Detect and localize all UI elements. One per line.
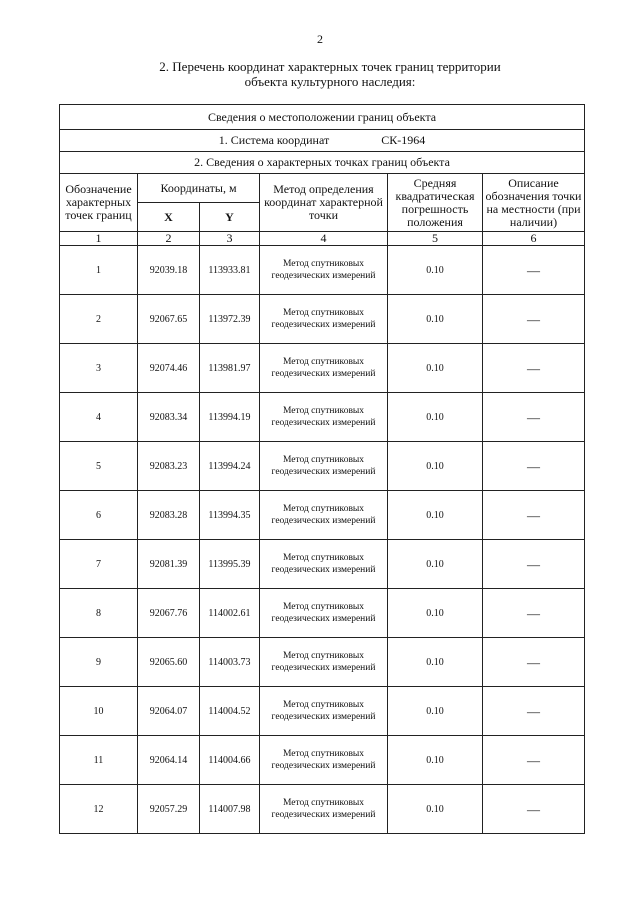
point-cell: 8	[60, 589, 138, 638]
x-cell: 92057.29	[138, 785, 200, 834]
table-row	[60, 442, 585, 491]
column-number: 3	[200, 232, 260, 246]
y-cell: 114002.61	[200, 589, 260, 638]
x-cell: 92083.28	[138, 491, 200, 540]
description-cell: —	[483, 540, 585, 589]
method-cell: Метод спутниковых геодезических измерений	[260, 785, 388, 834]
y-cell: 113933.81	[200, 246, 260, 295]
point-cell: 10	[60, 687, 138, 736]
description-cell: —	[483, 295, 585, 344]
header-x: X	[138, 203, 200, 232]
x-cell: 92067.76	[138, 589, 200, 638]
y-cell: 113994.19	[200, 393, 260, 442]
description-cell: —	[483, 491, 585, 540]
column-number: 1	[60, 232, 138, 246]
point-cell: 4	[60, 393, 138, 442]
header-description: Описание обозначения точки на местности (при наличии)	[483, 174, 585, 232]
y-cell: 114004.52	[200, 687, 260, 736]
table-row	[60, 344, 585, 393]
points-section-label: 2. Сведения о характерных точках границ объекта	[60, 152, 585, 174]
point-cell: 1	[60, 246, 138, 295]
x-cell: 92081.39	[138, 540, 200, 589]
table-row	[60, 638, 585, 687]
description-cell: —	[483, 589, 585, 638]
column-number: 6	[483, 232, 585, 246]
column-number: 5	[388, 232, 483, 246]
x-cell: 92083.23	[138, 442, 200, 491]
column-number: 2	[138, 232, 200, 246]
error-cell: 0.10	[388, 785, 483, 834]
error-cell: 0.10	[388, 393, 483, 442]
description-cell: —	[483, 638, 585, 687]
header-coordinates: Координаты, м	[138, 174, 260, 203]
x-cell: 92039.18	[138, 246, 200, 295]
description-cell: —	[483, 246, 585, 295]
header-error: Средняя квадратическая погрешность положения	[388, 174, 483, 232]
error-cell: 0.10	[388, 540, 483, 589]
coordinate-system-row	[60, 130, 585, 152]
table-row	[60, 393, 585, 442]
page-number: 2	[317, 32, 323, 46]
coordinates-table	[59, 104, 585, 834]
point-cell: 3	[60, 344, 138, 393]
y-cell: 113994.35	[200, 491, 260, 540]
description-cell: —	[483, 736, 585, 785]
x-cell: 92064.14	[138, 736, 200, 785]
table-row	[60, 785, 585, 834]
header-point: Обозначение характерных точек границ	[60, 174, 138, 232]
error-cell: 0.10	[388, 344, 483, 393]
method-cell: Метод спутниковых геодезических измерений	[260, 638, 388, 687]
point-cell: 6	[60, 491, 138, 540]
header-method: Метод определения координат характерной точки	[260, 174, 388, 232]
method-cell: Метод спутниковых геодезических измерений	[260, 491, 388, 540]
description-cell: —	[483, 393, 585, 442]
error-cell: 0.10	[388, 638, 483, 687]
x-cell: 92065.60	[138, 638, 200, 687]
coordinate-system-label: 1. Система координат	[218, 133, 330, 147]
table-row	[60, 540, 585, 589]
y-cell: 113994.24	[200, 442, 260, 491]
table-row	[60, 491, 585, 540]
table-row	[60, 295, 585, 344]
point-cell: 11	[60, 736, 138, 785]
method-cell: Метод спутниковых геодезических измерений	[260, 344, 388, 393]
error-cell: 0.10	[388, 246, 483, 295]
point-cell: 7	[60, 540, 138, 589]
y-cell: 113981.97	[200, 344, 260, 393]
table-row	[60, 736, 585, 785]
column-number: 4	[260, 232, 388, 246]
document-title-line-1: 2. Перечень координат характерных точек границ территории	[159, 59, 501, 74]
table-title: Сведения о местоположении границ объекта	[60, 105, 585, 130]
y-cell: 114003.73	[200, 638, 260, 687]
x-cell: 92064.07	[138, 687, 200, 736]
document-title-line-2: объекта культурного наследия:	[244, 74, 416, 89]
point-cell: 5	[60, 442, 138, 491]
method-cell: Метод спутниковых геодезических измерений	[260, 295, 388, 344]
y-cell: 114004.66	[200, 736, 260, 785]
point-cell: 12	[60, 785, 138, 834]
method-cell: Метод спутниковых геодезических измерений	[260, 393, 388, 442]
coordinate-system-value: СК-1964	[381, 133, 426, 147]
error-cell: 0.10	[388, 736, 483, 785]
method-cell: Метод спутниковых геодезических измерений	[260, 687, 388, 736]
error-cell: 0.10	[388, 295, 483, 344]
point-cell: 2	[60, 295, 138, 344]
method-cell: Метод спутниковых геодезических измерений	[260, 589, 388, 638]
error-cell: 0.10	[388, 442, 483, 491]
error-cell: 0.10	[388, 491, 483, 540]
document-title	[80, 59, 580, 89]
header-y: Y	[200, 203, 260, 232]
point-cell: 9	[60, 638, 138, 687]
error-cell: 0.10	[388, 589, 483, 638]
description-cell: —	[483, 442, 585, 491]
table-row	[60, 246, 585, 295]
method-cell: Метод спутниковых геодезических измерений	[260, 246, 388, 295]
table-row	[60, 589, 585, 638]
method-cell: Метод спутниковых геодезических измерений	[260, 442, 388, 491]
method-cell: Метод спутниковых геодезических измерений	[260, 736, 388, 785]
error-cell: 0.10	[388, 687, 483, 736]
table-row	[60, 687, 585, 736]
x-cell: 92074.46	[138, 344, 200, 393]
y-cell: 114007.98	[200, 785, 260, 834]
y-cell: 113972.39	[200, 295, 260, 344]
description-cell: —	[483, 785, 585, 834]
y-cell: 113995.39	[200, 540, 260, 589]
method-cell: Метод спутниковых геодезических измерений	[260, 540, 388, 589]
x-cell: 92083.34	[138, 393, 200, 442]
description-cell: —	[483, 344, 585, 393]
description-cell: —	[483, 687, 585, 736]
x-cell: 92067.65	[138, 295, 200, 344]
